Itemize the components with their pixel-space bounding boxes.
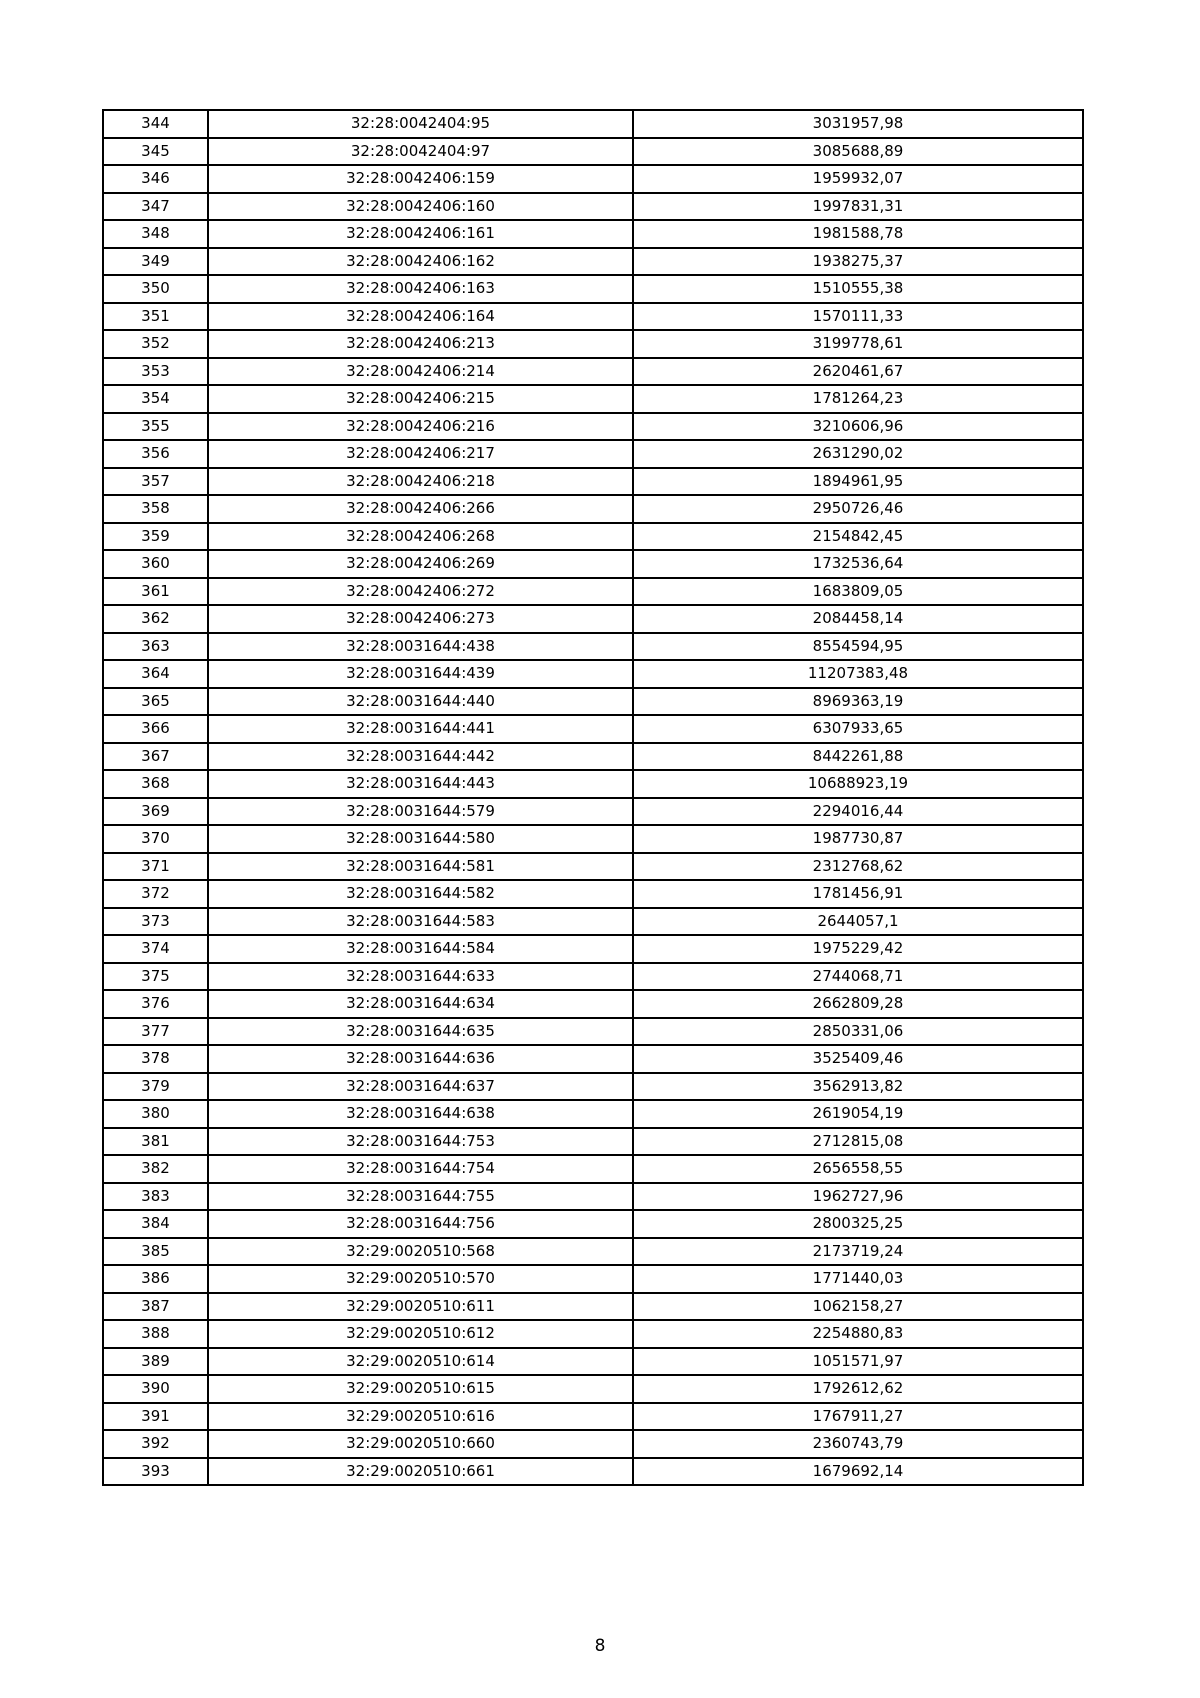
row-number-cell: 374 [103, 935, 208, 963]
row-number-cell: 368 [103, 770, 208, 798]
table-row [103, 963, 1083, 991]
cadastral-number-cell: 32:28:0042404:95 [208, 110, 633, 138]
cadastral-number-cell: 32:28:0031644:638 [208, 1100, 633, 1128]
cadastral-number-cell: 32:28:0031644:580 [208, 825, 633, 853]
cadastral-number-cell: 32:28:0042406:164 [208, 303, 633, 331]
table-row [103, 1238, 1083, 1266]
row-number-cell: 361 [103, 578, 208, 606]
table-row [103, 1320, 1083, 1348]
row-number-cell: 362 [103, 605, 208, 633]
cadastral-number-cell: 32:28:0042406:268 [208, 523, 633, 551]
row-number-cell: 379 [103, 1073, 208, 1101]
cadastral-number-cell: 32:28:0031644:441 [208, 715, 633, 743]
table-row [103, 1265, 1083, 1293]
table-row [103, 1045, 1083, 1073]
table-row [103, 165, 1083, 193]
cadastral-number-cell: 32:29:0020510:615 [208, 1375, 633, 1403]
cadastral-number-cell: 32:28:0042406:218 [208, 468, 633, 496]
row-number-cell: 360 [103, 550, 208, 578]
cadastral-number-cell: 32:28:0042406:160 [208, 193, 633, 221]
row-number-cell: 383 [103, 1183, 208, 1211]
cadastral-number-cell: 32:28:0031644:635 [208, 1018, 633, 1046]
row-number-cell: 376 [103, 990, 208, 1018]
cadastral-number-cell: 32:28:0042406:161 [208, 220, 633, 248]
cadastral-value-cell: 1051571,97 [633, 1348, 1083, 1376]
table-row [103, 193, 1083, 221]
cadastral-number-cell: 32:29:0020510:612 [208, 1320, 633, 1348]
row-number-cell: 344 [103, 110, 208, 138]
row-number-cell: 363 [103, 633, 208, 661]
cadastral-value-cell: 2662809,28 [633, 990, 1083, 1018]
row-number-cell: 365 [103, 688, 208, 716]
cadastral-number-cell: 32:29:0020510:616 [208, 1403, 633, 1431]
cadastral-number-cell: 32:29:0020510:660 [208, 1430, 633, 1458]
cadastral-value-cell: 2173719,24 [633, 1238, 1083, 1266]
cadastral-number-cell: 32:28:0042406:272 [208, 578, 633, 606]
cadastral-number-cell: 32:28:0042406:213 [208, 330, 633, 358]
row-number-cell: 392 [103, 1430, 208, 1458]
table-row [103, 605, 1083, 633]
table-row [103, 413, 1083, 441]
table-row [103, 1183, 1083, 1211]
cadastral-value-cell: 1997831,31 [633, 193, 1083, 221]
cadastral-value-cell: 11207383,48 [633, 660, 1083, 688]
table-row [103, 550, 1083, 578]
row-number-cell: 387 [103, 1293, 208, 1321]
row-number-cell: 371 [103, 853, 208, 881]
table-row [103, 1430, 1083, 1458]
cadastral-value-cell: 1510555,38 [633, 275, 1083, 303]
cadastral-number-cell: 32:28:0031644:442 [208, 743, 633, 771]
table-row [103, 825, 1083, 853]
table-row [103, 743, 1083, 771]
row-number-cell: 354 [103, 385, 208, 413]
cadastral-value-cell: 3562913,82 [633, 1073, 1083, 1101]
cadastral-value-cell: 2154842,45 [633, 523, 1083, 551]
row-number-cell: 389 [103, 1348, 208, 1376]
cadastral-value-cell: 2644057,1 [633, 908, 1083, 936]
cadastral-number-cell: 32:28:0042406:215 [208, 385, 633, 413]
row-number-cell: 380 [103, 1100, 208, 1128]
cadastral-value-cell: 3085688,89 [633, 138, 1083, 166]
row-number-cell: 391 [103, 1403, 208, 1431]
cadastral-value-cell: 1781264,23 [633, 385, 1083, 413]
row-number-cell: 352 [103, 330, 208, 358]
cadastral-number-cell: 32:28:0042404:97 [208, 138, 633, 166]
table-row [103, 248, 1083, 276]
table-row [103, 440, 1083, 468]
table-body [103, 110, 1083, 1485]
table-row [103, 660, 1083, 688]
table-row [103, 578, 1083, 606]
table-row [103, 1293, 1083, 1321]
row-number-cell: 378 [103, 1045, 208, 1073]
table-row [103, 770, 1083, 798]
row-number-cell: 357 [103, 468, 208, 496]
table-row [103, 1375, 1083, 1403]
cadastral-number-cell: 32:28:0031644:754 [208, 1155, 633, 1183]
cadastral-number-cell: 32:28:0031644:637 [208, 1073, 633, 1101]
table-row [103, 220, 1083, 248]
table-row [103, 935, 1083, 963]
table-row [103, 853, 1083, 881]
cadastral-number-cell: 32:28:0031644:440 [208, 688, 633, 716]
cadastral-value-cell: 2656558,55 [633, 1155, 1083, 1183]
cadastral-number-cell: 32:28:0031644:438 [208, 633, 633, 661]
row-number-cell: 351 [103, 303, 208, 331]
row-number-cell: 348 [103, 220, 208, 248]
table-row [103, 1155, 1083, 1183]
row-number-cell: 366 [103, 715, 208, 743]
cadastral-number-cell: 32:28:0031644:633 [208, 963, 633, 991]
cadastral-number-cell: 32:28:0042406:216 [208, 413, 633, 441]
row-number-cell: 345 [103, 138, 208, 166]
cadastral-value-cell: 1771440,03 [633, 1265, 1083, 1293]
cadastral-value-cell: 1570111,33 [633, 303, 1083, 331]
row-number-cell: 388 [103, 1320, 208, 1348]
cadastral-value-cell: 2294016,44 [633, 798, 1083, 826]
cadastral-value-cell: 1975229,42 [633, 935, 1083, 963]
table-row [103, 523, 1083, 551]
cadastral-value-cell: 2360743,79 [633, 1430, 1083, 1458]
row-number-cell: 367 [103, 743, 208, 771]
cadastral-value-cell: 1938275,37 [633, 248, 1083, 276]
cadastral-number-cell: 32:28:0031644:755 [208, 1183, 633, 1211]
cadastral-value-cell: 2312768,62 [633, 853, 1083, 881]
table-row [103, 358, 1083, 386]
row-number-cell: 353 [103, 358, 208, 386]
cadastral-value-cell: 1894961,95 [633, 468, 1083, 496]
row-number-cell: 373 [103, 908, 208, 936]
cadastral-number-cell: 32:28:0031644:584 [208, 935, 633, 963]
cadastral-number-cell: 32:29:0020510:611 [208, 1293, 633, 1321]
cadastral-value-cell: 1781456,91 [633, 880, 1083, 908]
table-row [103, 1018, 1083, 1046]
cadastral-value-cell: 2744068,71 [633, 963, 1083, 991]
cadastral-value-cell: 3210606,96 [633, 413, 1083, 441]
cadastral-value-cell: 1732536,64 [633, 550, 1083, 578]
table-row [103, 688, 1083, 716]
row-number-cell: 358 [103, 495, 208, 523]
cadastral-number-cell: 32:28:0031644:443 [208, 770, 633, 798]
cadastral-value-cell: 1962727,96 [633, 1183, 1083, 1211]
cadastral-number-cell: 32:28:0031644:579 [208, 798, 633, 826]
cadastral-value-cell: 1792612,62 [633, 1375, 1083, 1403]
cadastral-number-cell: 32:28:0031644:439 [208, 660, 633, 688]
row-number-cell: 347 [103, 193, 208, 221]
table-row [103, 138, 1083, 166]
row-number-cell: 375 [103, 963, 208, 991]
cadastral-value-cell: 2254880,83 [633, 1320, 1083, 1348]
page-number: 8 [594, 1636, 606, 1656]
cadastral-value-cell: 8442261,88 [633, 743, 1083, 771]
cadastral-number-cell: 32:28:0031644:634 [208, 990, 633, 1018]
cadastral-value-cell: 1062158,27 [633, 1293, 1083, 1321]
row-number-cell: 355 [103, 413, 208, 441]
cadastral-number-cell: 32:28:0042406:273 [208, 605, 633, 633]
cadastral-value-cell: 2950726,46 [633, 495, 1083, 523]
cadastral-number-cell: 32:29:0020510:568 [208, 1238, 633, 1266]
cadastral-number-cell: 32:28:0042406:159 [208, 165, 633, 193]
table-row [103, 495, 1083, 523]
row-number-cell: 370 [103, 825, 208, 853]
cadastral-number-cell: 32:28:0042406:162 [208, 248, 633, 276]
cadastral-value-cell: 2850331,06 [633, 1018, 1083, 1046]
cadastral-value-cell: 3031957,98 [633, 110, 1083, 138]
row-number-cell: 349 [103, 248, 208, 276]
cadastral-number-cell: 32:29:0020510:614 [208, 1348, 633, 1376]
row-number-cell: 382 [103, 1155, 208, 1183]
row-number-cell: 372 [103, 880, 208, 908]
cadastral-value-cell: 2619054,19 [633, 1100, 1083, 1128]
cadastral-number-cell: 32:28:0031644:583 [208, 908, 633, 936]
cadastral-number-cell: 32:28:0031644:581 [208, 853, 633, 881]
cadastral-value-cell: 1767911,27 [633, 1403, 1083, 1431]
cadastral-value-cell: 10688923,19 [633, 770, 1083, 798]
cadastral-value-cell: 8554594,95 [633, 633, 1083, 661]
table-row [103, 798, 1083, 826]
table-row [103, 633, 1083, 661]
row-number-cell: 359 [103, 523, 208, 551]
cadastral-number-cell: 32:28:0042406:266 [208, 495, 633, 523]
row-number-cell: 386 [103, 1265, 208, 1293]
table-row [103, 1100, 1083, 1128]
cadastral-value-table [102, 109, 1084, 1486]
cadastral-number-cell: 32:28:0042406:269 [208, 550, 633, 578]
table-row [103, 385, 1083, 413]
table-row [103, 880, 1083, 908]
cadastral-value-cell: 1679692,14 [633, 1458, 1083, 1486]
cadastral-number-cell: 32:28:0042406:214 [208, 358, 633, 386]
row-number-cell: 346 [103, 165, 208, 193]
cadastral-number-cell: 32:28:0042406:217 [208, 440, 633, 468]
cadastral-number-cell: 32:29:0020510:661 [208, 1458, 633, 1486]
row-number-cell: 377 [103, 1018, 208, 1046]
table-row [103, 275, 1083, 303]
cadastral-number-cell: 32:28:0031644:756 [208, 1210, 633, 1238]
cadastral-value-cell: 3525409,46 [633, 1045, 1083, 1073]
table-row [103, 1073, 1083, 1101]
cadastral-value-cell: 1959932,07 [633, 165, 1083, 193]
row-number-cell: 364 [103, 660, 208, 688]
table-row [103, 468, 1083, 496]
cadastral-value-cell: 1981588,78 [633, 220, 1083, 248]
cadastral-value-cell: 2084458,14 [633, 605, 1083, 633]
cadastral-number-cell: 32:28:0042406:163 [208, 275, 633, 303]
table-row [103, 110, 1083, 138]
cadastral-value-cell: 2631290,02 [633, 440, 1083, 468]
cadastral-value-cell: 2712815,08 [633, 1128, 1083, 1156]
row-number-cell: 384 [103, 1210, 208, 1238]
table-row [103, 1210, 1083, 1238]
cadastral-value-cell: 2620461,67 [633, 358, 1083, 386]
row-number-cell: 381 [103, 1128, 208, 1156]
cadastral-number-cell: 32:29:0020510:570 [208, 1265, 633, 1293]
table-row [103, 303, 1083, 331]
row-number-cell: 369 [103, 798, 208, 826]
cadastral-value-cell: 3199778,61 [633, 330, 1083, 358]
row-number-cell: 385 [103, 1238, 208, 1266]
cadastral-value-cell: 1683809,05 [633, 578, 1083, 606]
table-row [103, 1128, 1083, 1156]
row-number-cell: 356 [103, 440, 208, 468]
cadastral-number-cell: 32:28:0031644:636 [208, 1045, 633, 1073]
cadastral-number-cell: 32:28:0031644:582 [208, 880, 633, 908]
row-number-cell: 393 [103, 1458, 208, 1486]
table-row [103, 1403, 1083, 1431]
cadastral-value-cell: 2800325,25 [633, 1210, 1083, 1238]
table-row [103, 908, 1083, 936]
table-row [103, 1458, 1083, 1486]
cadastral-value-cell: 6307933,65 [633, 715, 1083, 743]
table-row [103, 990, 1083, 1018]
row-number-cell: 350 [103, 275, 208, 303]
row-number-cell: 390 [103, 1375, 208, 1403]
cadastral-value-cell: 1987730,87 [633, 825, 1083, 853]
table-row [103, 330, 1083, 358]
table-row [103, 715, 1083, 743]
cadastral-value-cell: 8969363,19 [633, 688, 1083, 716]
cadastral-number-cell: 32:28:0031644:753 [208, 1128, 633, 1156]
table-row [103, 1348, 1083, 1376]
